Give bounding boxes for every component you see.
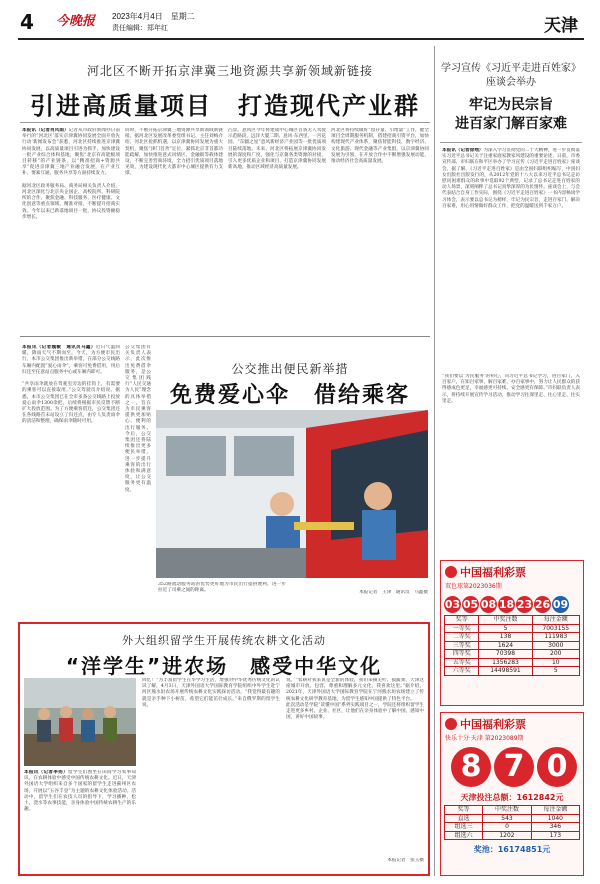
table-header-cell: 中奖注数	[483, 806, 531, 815]
table-cell: 5	[532, 667, 579, 676]
table-row	[445, 667, 580, 676]
bottom-article-credit: 本报记者 张玉摄	[387, 858, 424, 863]
lottery-1-table	[444, 615, 580, 676]
right-article-subhead: 学习宣传《习近平走进百姓家》座谈会举办	[441, 63, 581, 88]
bus-photo-illustration	[156, 410, 428, 578]
top-article-subhead: 河北区不断开拓京津冀三地资源共享新领域新链接	[86, 64, 373, 78]
text: 近日气温回暖，降雨天气不期而至。今天，为方便市民出行，本市公交集团推出新举措，在部分公交线路车厢内配置“爱心雨伞”，乘客可免费借用，用后归还至任意站点服务中心或车厢内即可。	[22, 345, 120, 375]
middle-article-byline: 本报讯（记者魏敏 通讯员马鑫）	[22, 345, 96, 350]
region-label: 天津	[544, 16, 578, 36]
lottery-2-total: 天津投注总额：1612842元	[460, 793, 564, 802]
header-rule	[18, 38, 584, 40]
text: 据河北区政务服务局、商务局相关负责人介绍，河北区深化与北京央企国企、高校院所、科研院所的合作，聚焦金融、科技服务、医疗健康、文化创意等重点领域，精准对接，不断提升招商实效。今年以来已新落地项目一批，协议投资额稳步增长。	[22, 183, 120, 220]
text: 留学生们围坐在田间学习农事知识，在农耕体验中感受中国传统农耕文化。近日，天津外国语大学组织来自多个国家的留学生走进蓟州区农场，开展以“五谷丰登”为主题的农耕文化体验活动。活动中，留学生们在农技人员的指导下，学习播种、松土、浇水等农事技能，亲身体验中国传统农耕生产的乐趣。	[24, 770, 136, 813]
editor-line: 责任编辑：郑年红	[112, 25, 168, 32]
top-article-col3: 凸显。意风区今年将建成中心城区首条无人驾驶示范路段，远洋大厦二期、意风·东西里、一宫花园、“东疆之星”意风新经济产业园等一批优质项目陆续落地。未来，河北区将拓展京津冀协同发展的深度和广度，强化与京冀各类资源的对接，引入更多优质企业和项目，打造京津冀协同发展新高地，推动区域经济高质量发展。	[228, 128, 326, 171]
lottery-2-pool: 奖池：16174851元	[473, 845, 551, 854]
right-article-body	[442, 148, 580, 370]
red-ball: 08	[480, 598, 497, 611]
students-photo-illustration	[24, 678, 136, 766]
bottom-article-subhead: 外大组织留学生开展传统农耕文化活动	[122, 634, 326, 647]
table-cell: 111983	[532, 633, 579, 642]
lottery-box-1	[440, 560, 584, 706]
bus-photo-credit: 本报记者 王津 通讯员 马鑫摄	[359, 590, 428, 595]
bottom-article-byline: 本报讯（记者李扬）	[24, 770, 68, 775]
table-row	[445, 823, 580, 832]
table-row	[445, 658, 580, 667]
table-cell: 三等奖	[445, 641, 479, 650]
right-article-body2: “我们要以‘为民服务’的初心，向习近平总书记学习，进百家门，入百家户，在知百家事、解百家难、办百家事中，努力让人民群众的获得感成色更足、幸福感更可持续、安全感更有保障。”市妇联负责人表示，将持续开展宣传学习活动，推动学习往深里走、往心里走、往实里走。	[442, 374, 580, 404]
divider	[20, 122, 430, 123]
table-cell: 二等奖	[445, 633, 479, 642]
middle-article-col2: 公交集团有关负责人表示，此次推出免费借伞服务，是公交集团践行“人民交通为人民”理念的具体举措之一，旨在为市民乘客提供更加贴心、便利的出行服务。今后，公交集团还将陆续推出更多便民举措，进一步提升乘客的出行体验和满意度，让公交服务更有温度。	[125, 345, 151, 493]
table-cell: 六等奖	[445, 667, 479, 676]
table-cell: 10	[532, 658, 579, 667]
table-row	[445, 831, 580, 840]
table-cell: 组选三	[445, 823, 483, 832]
divider	[20, 336, 430, 337]
top-article-col1	[22, 128, 120, 330]
table-row	[445, 650, 580, 659]
table-cell: 138	[479, 633, 532, 642]
table-header-cell: 每注金额	[531, 806, 579, 815]
lottery-2-brand: 中国福利彩票	[460, 718, 526, 731]
bottom-article-col1	[24, 770, 136, 872]
welfare-logo-icon	[445, 566, 457, 578]
table-cell: 543	[483, 814, 531, 823]
page-number: 4	[20, 10, 34, 34]
table-cell: 3000	[532, 641, 579, 650]
welfare-logo-icon	[445, 718, 457, 730]
blue-ball: 09	[552, 598, 569, 611]
table-cell: 346	[531, 823, 579, 832]
table-cell: 四等奖	[445, 650, 479, 659]
text: “共享雨伞就放在驾驶室旁边的挂钩上，有需要的乘客可以直接取用。”公交驾驶员介绍说。据悉，本市公交集团已在全市多条公交线路上投放爱心雨伞1300余把，后续将根据市民反馈不断扩大投放范围。为了方便乘客借还，公交集团还在各线路首末站设立了归还点，由专人负责雨伞的清洁和整理，确保雨伞随时可用。	[22, 382, 120, 425]
table-header-cell: 每注金额	[532, 616, 579, 625]
table-cell: 1202	[483, 831, 531, 840]
issue-date: 2023年4月4日 星期二	[112, 12, 195, 21]
lottery-box-2	[440, 712, 584, 876]
table-cell: 5	[479, 624, 532, 633]
table-cell: 7003155	[532, 624, 579, 633]
table-row	[445, 633, 580, 642]
lottery-1-brand: 中国福利彩票	[460, 566, 526, 579]
table-cell: 直选	[445, 814, 483, 823]
table-cell: 1040	[531, 814, 579, 823]
table-cell: 0	[483, 823, 531, 832]
top-article-byline: 本报讯（记者肖风雨）	[22, 128, 69, 133]
table-cell: 五等奖	[445, 658, 479, 667]
lottery-1-game: 双色球第2023036期	[445, 583, 502, 590]
divider	[440, 142, 582, 143]
text: 记者从市政府新闻办日前举行的“河北区‘落实京津冀协同发展全面开放先行动’新闻发布会”获悉，河北区持续推进京津冀协同发展，以高质量项目引进为抓手，加快建设一批产业综合体和基地，聚焦“北京有高能级项目转移”的产业链条，以“精准招商+资源共享”促进京津冀三地产业融合发展，在产业互补、要素互通、服务共享等方面持续发力。	[22, 128, 120, 177]
table-row	[445, 814, 580, 823]
lottery-2-table	[444, 805, 580, 840]
bottom-article-headline: “洋学生”进农场 感受中华文化	[65, 654, 383, 678]
table-cell: 1624	[479, 641, 532, 650]
top-article-headline: 引进高质量项目 打造现代产业群	[30, 92, 420, 120]
students-photo	[24, 678, 136, 766]
lottery-1-balls	[441, 591, 583, 615]
right-article-byline: 本报讯（记者徐翔）	[442, 148, 484, 153]
table-header-cell: 中奖注数	[479, 616, 532, 625]
table-cell: 组选六	[445, 831, 483, 840]
table-cell: 70398	[479, 650, 532, 659]
digit-ball: 7	[494, 747, 534, 787]
table-row	[445, 641, 580, 650]
digit-ball: 8	[451, 747, 491, 787]
red-ball: 23	[516, 598, 533, 611]
bottom-article-col3	[286, 678, 424, 828]
digit-ball: 0	[537, 747, 577, 787]
divider	[434, 46, 435, 876]
middle-article-col1	[22, 345, 120, 617]
table-header-row	[445, 616, 580, 625]
table-header-row	[445, 806, 580, 815]
table-cell: 173	[531, 831, 579, 840]
top-article-col2: 同时，不断开拓京津冀三地资源共享新领域新链接。据河北区发展改革委党组书记、主任刘梅介绍，河北区抢抓机遇，以京津冀协同发展为重大契机，聚焦“津门首善”定位，紧抓北京非首都功能疏解，加快推进意式风情区、金融街等载体建设，不断完善营商环境，全力招引优质项目落地见效，为建设现代化大都市中心城区提供有力支撑。	[125, 128, 223, 177]
table-header-cell: 奖等	[445, 806, 483, 815]
top-article-col4: 河北区将持续做好“留存量、引增量”工作，健全项目全周期服务机制，搭建招商引资平台，加快构建现代产业体系，聚焦智能科技、数字经济、文化旅游、现代金融等产业集群，以京津冀协同发展为引领，在开放合作中不断增强发展动能，推动经济社会高质量发展。	[331, 128, 429, 165]
table-cell: 一等奖	[445, 624, 479, 633]
red-ball: 26	[534, 598, 551, 611]
red-ball: 03	[444, 598, 461, 611]
lottery-2-game: 快乐十分·天津 第2023089期	[445, 735, 524, 742]
middle-article-subhead: 公交推出便民新举措	[231, 362, 349, 376]
middle-article-headline: 免费爱心伞 借给乘客	[169, 383, 410, 408]
text: 此次活动是学院“读懂中国”系列实践项目之一，学院还将组织留学生走进更多乡村、企业、社区，让他们在亲身体验中了解中国、感知中国，讲好中国故事。	[286, 702, 424, 721]
bus-photo-caption: 352路流动服务站的优势更好地为市民出行提供便利，进一步拉近了司乘之间的距离。	[158, 582, 286, 594]
red-ball: 18	[498, 598, 515, 611]
table-cell: 1356283	[479, 658, 532, 667]
table-cell: 200	[532, 650, 579, 659]
text: 说。“农耕对我来说是全新的体验，我们采摘尖叶、摸蔬菜，天津这座城市开放、包容，尊重和理解多元文化，我喜欢这里。”据介绍，2021年，天津外国语大学国际教育学院在宁河熊水垣农场建立了传统农耕文化研学教育基地，为留学生感知中国提供了特色平台。	[286, 678, 424, 702]
table-cell: 14498591	[479, 667, 532, 676]
right-article-headline: 牢记为民宗旨 进百家门解百家难	[455, 97, 567, 132]
lottery-2-digits	[441, 743, 583, 791]
table-row	[445, 624, 580, 633]
red-ball: 05	[462, 598, 479, 611]
bus-photo	[156, 410, 428, 578]
bottom-article-col2: 回忆！”为丰富留学生在华学习生活，增强对中华优秀传统文化的认识了解，4月3日，天津外国语大学国际教育学院组织中外学生赴宁河区熊水垣农场开展传统农耕文化实践探访活动。“我觉得最有趣的就是亲手种下小树苗，希望它们能茁壮成长。”来自俄罗斯的留学生说。	[142, 678, 280, 708]
text: 为深入学习贯彻党的二十大精神，进一步贯彻落实习近平总书记关于注重家庭家教家风建设的重要论述，日前，市委宣传部、市妇联在和平区举办了学习宣传《习近平走进百姓家》座谈会。据了解，《习近平走进百姓家》是由全国妇联组织编写，中国妇女出版社出版发行的，从2012年党的十八大以来习近平总书记走访慰问困难群众的故事中选取92个典型，记录了总书记走进百姓家的动人场景，深刻阐释了总书记真挚深厚的为民情怀。座谈会上，与会代表结合自身工作实际，围绕《习近平走进百姓家》一书内容畅谈学习体会，表示要以总书记为榜样，牢记为民宗旨，走进百家门、解决百家难，用心用情做好群众工作，把党的温暖送到千家万户。	[442, 148, 580, 209]
masthead: 今晚报	[56, 14, 96, 29]
table-header-cell: 奖等	[445, 616, 479, 625]
